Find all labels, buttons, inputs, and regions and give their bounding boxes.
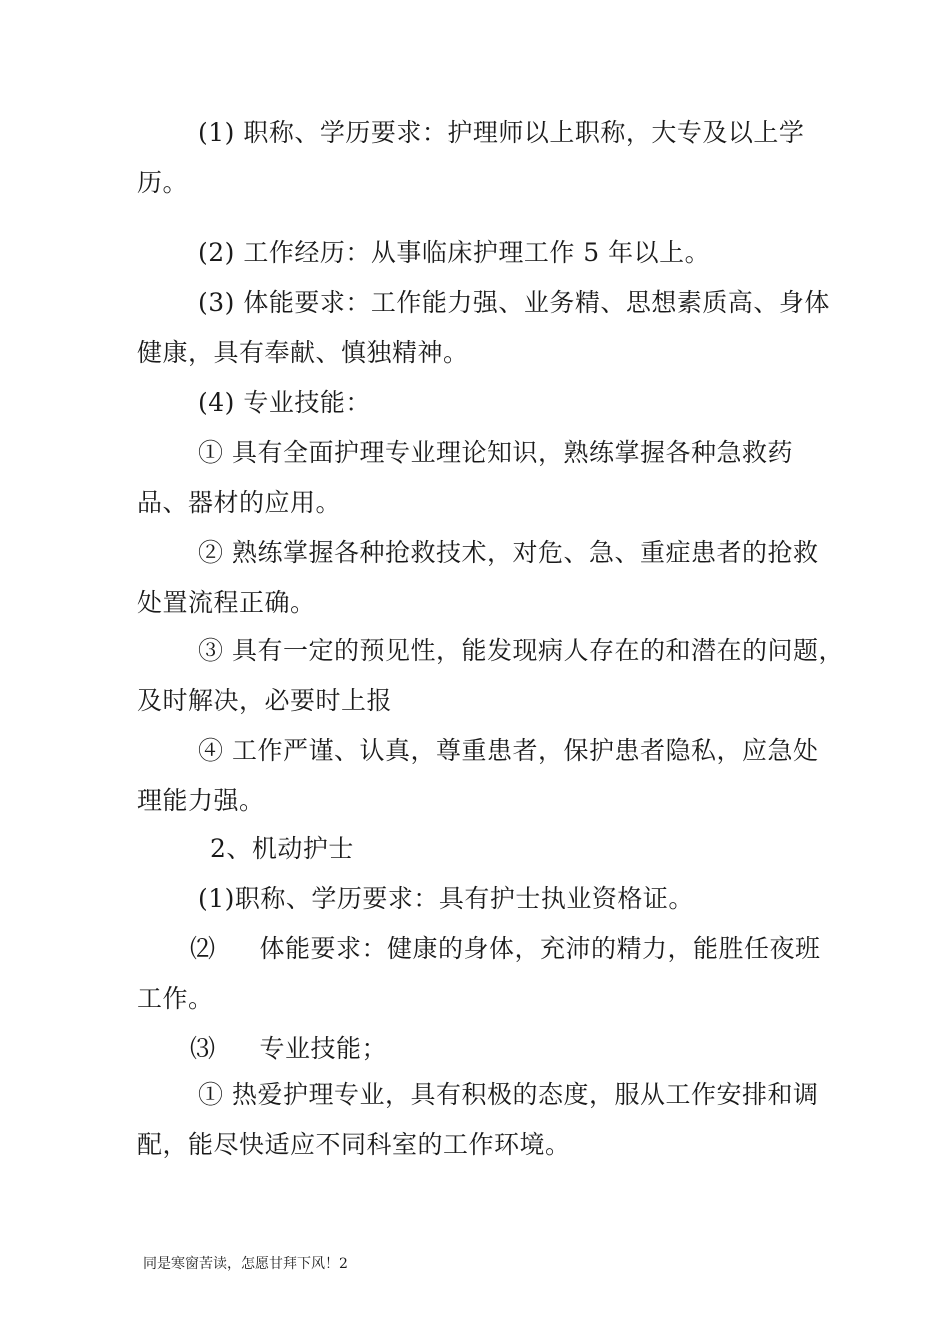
paragraph-11-text: 体能要求：健康的身体，充沛的精力，能胜任夜班: [259, 934, 821, 963]
paragraph-3-line-1: (3) 体能要求：工作能力强、业务精、思想素质高、身体: [198, 288, 830, 317]
list-marker-3: ⑶: [190, 1034, 216, 1063]
paragraph-7-line-2: 及时解决，必要时上报: [137, 686, 393, 715]
paragraph-11-line-1: [190, 934, 821, 964]
page-footer: 同是寒窗苦读，怎愿甘拜下风！2: [143, 1256, 348, 1272]
paragraph-3-line-2: 健康，具有奉献、慎独精神。: [137, 338, 469, 367]
paragraph-12-text: 专业技能；: [259, 1034, 388, 1063]
paragraph-2-line-1: (2) 工作经历：从事临床护理工作 5 年以上。: [198, 238, 711, 267]
paragraph-5-line-2: 品、器材的应用。: [137, 488, 342, 517]
paragraph-6-line-1: ② 熟练掌握各种抢救技术，对危、急、重症患者的抢救: [198, 538, 819, 567]
paragraph-5-line-1: ① 具有全面护理专业理论知识，熟练掌握各种急救药: [198, 438, 793, 467]
paragraph-12-line-1: [190, 1034, 387, 1064]
paragraph-8-line-2: 理能力强。: [137, 786, 265, 815]
paragraph-4-line-1: (4) 专业技能：: [198, 388, 371, 417]
paragraph-10-line-1: (1)职称、学历要求：具有护士执业资格证。: [198, 884, 694, 913]
paragraph-13-line-2: 配，能尽快适应不同科室的工作环境。: [137, 1130, 571, 1159]
paragraph-1-line-1: (1) 职称、学历要求：护理师以上职称，大专及以上学: [198, 118, 805, 147]
list-marker-2: ⑵: [190, 934, 216, 963]
section-heading-mobile-nurse: 2、机动护士: [210, 834, 354, 863]
paragraph-6-line-2: 处置流程正确。: [137, 588, 316, 617]
paragraph-11-line-2: 工作。: [137, 984, 214, 1013]
paragraph-8-line-1: ④ 工作严谨、认真，尊重患者，保护患者隐私，应急处: [198, 736, 819, 765]
paragraph-13-line-1: ① 热爱护理专业，具有积极的态度，服从工作安排和调: [198, 1080, 819, 1109]
paragraph-7-line-1: ③ 具有一定的预见性，能发现病人存在的和潜在的问题，: [198, 636, 844, 665]
paragraph-1-line-2: 历。: [137, 168, 189, 197]
